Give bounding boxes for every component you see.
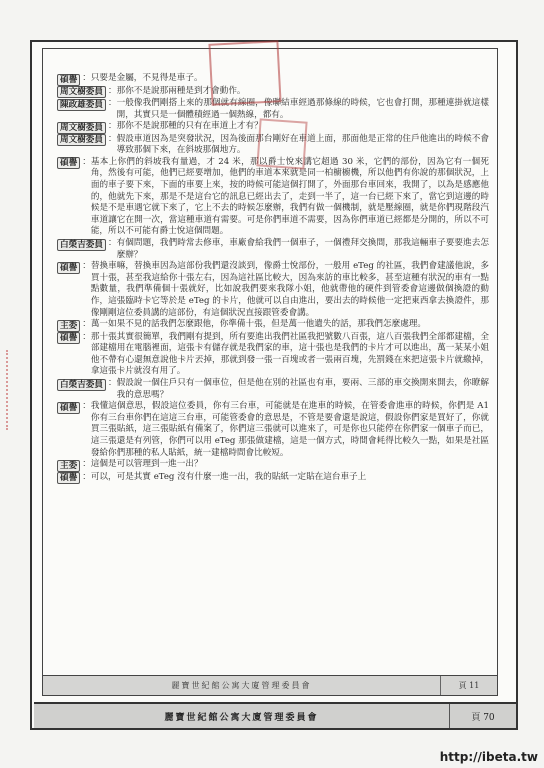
speaker-label: 白榮吉委員 — [57, 379, 106, 391]
committee-seal-stamp — [208, 40, 281, 106]
speaker-label: 碩譽 — [57, 332, 80, 344]
speaker-label: 白榮吉委員 — [57, 239, 106, 251]
speaker-label: 碩譽 — [57, 74, 80, 86]
speech-text: 萬一如果不見的話我們怎麼跟他，你準備十張，但是萬一他遺失的話，那我們怎麼處理。 — [90, 319, 426, 330]
speech-entry: 主委 ： 這個是可以管理到一進一出？ — [57, 459, 489, 472]
margin-stamp-mark — [6, 350, 16, 430]
speaker-label: 碩譽 — [57, 402, 80, 414]
speech-entry: 碩譽 ： 只要是金屬，不見得是車子。 — [57, 73, 489, 86]
secondary-seal-stamp — [256, 118, 307, 169]
speech-text: 基本上你們的斜坡我有量過，才 24 米，那以爵士悅來講它超過 30 米，它們的部份，因為它有一個死角，然後有可能，他們已經要增加，他們的車道本來就是同一柏櫥櫥機，所以他們有你說的那個狀況，上面的車子要下來，下面的車要上來，按的時候可能這個打開了，外面那台車回來，我開了，以為是感應他的，他就先下來，那是不是這台它的訊息已經出去了，走到一半了，這一台已經下來了，當它到這邊的時候是不是車遇它就下來了，它上不去的時候怎麼辦，我們有做一個機制，就是壓線圈，就是你們現階段汽車道讓它在開一次，當這種車道有需要。可是你們車道不需要，因為你們車道已經都是分開的，所以不可能，所以不可能有爵士悅這個問題。 — [90, 156, 489, 237]
speaker-label: 周文樹委員 — [57, 122, 106, 134]
speech-entry: 碩譽 ： 可以，可是其實 eTeg 沒有什麼一進一出，我的貼紙一定貼在這台車子上 — [57, 472, 489, 485]
speaker-label: 周文樹委員 — [57, 134, 106, 146]
speech-entry: 周文樹委員 ： 那你不是說那種的只有在車道上才有？ — [57, 121, 489, 134]
speech-entry: 碩譽 ： 基本上你們的斜坡我有量過，才 24 米，那以爵士悅來講它超過 30 米，它們的部份，因為它有一個死角，然後有可能，他們已經要增加，他們的車道本來就是同一柏櫥櫥機，所以他們有你說的那個狀況，上面的車子要下來，下面的車要上來，按的時候可能這個打開了，外面那台車回來，我開了，以為是感應他的，他就先下來，那是不是這台它的訊息已經出去了，走到一半了，這一台已經下來了，當它到這邊的時候是不是車遇它就下來了，它上不去的時候怎麼辦，我們有做一個機制，就是壓線圈，就是你們現階段汽車道讓它在開一次，當這種車道有需要。可是你們車道不需要，因為你們車道已經都是分開的，所以不可能，所以不可能有爵士悅這個問題。 — [57, 157, 489, 238]
speech-entry: 周文樹委員 ： 假設車道因為是突發狀況，因為後面那台剛好在車道上面，那面他是正常的住戶他進出的時候不會導致那個下來，在斜坡那個地方。 — [57, 134, 489, 157]
speech-text: 那你不是說那種的只有在車道上才有？ — [116, 121, 263, 132]
speech-text: 只要是金屬，不見得是車子。 — [90, 73, 203, 83]
speech-text: 替換車嘛，替換車因為這部份我們還沒談到，像爵士悅部份，一般用 eTeg 的社區，我們會建議他說，多買十張，甚至我這給你十張左右，因為這社區比較大，因為來訪的車比較多，甚至這種有狀況的車有一點點數量，我們準備個十張就好，比如說我們要來我隊小姐，他就帶他的硬件到管委會這邊做個換證的動作，這張臨時卡它等於是 eTeg 的卡片，他就可以自由進出，要出去的時候他一定把東西拿去換證件，那像剛剛這位委員講的這部份，有這個狀況直接跟管委會講。 — [90, 261, 489, 318]
outer-footer-title: 麗寶世紀館公寓大廈管理委員會 — [164, 712, 319, 723]
speech-text: 那十張其實很簡單，我們剛有提到，所有要進出我們社區我把號數八百張，這八百張我們全部都建檔，全部建檔用在電腦裡面，這張卡有儲存就是我們家的車，這十張也是我們的卡片才可以進出，萬一某某小姐他不帶有心還無意說他卡片丟掉，那就到發一張一百塊或者一張兩百塊，先罰錢在來把這張卡片就繳掉，拿這張卡片就沒有用了。 — [90, 331, 489, 377]
outer-page-footer — [34, 702, 516, 728]
speech-text: 我懂這個意思，假設這位委員，你有三台車，可能就是在進車的時候，在管委會進車的時候，你們是 A1 你有三台車你們在這這三台車，可能管委會的意思是，不管是要會還是說這，假設你們家是買好了，你就買三張貼紙，這三張貼紙有備案了，你們這三張就可以進來了，可是你也只能停在你們家一個車子而已，這三張還是有列管，你們可以用 eTeg 那張做建檔，這是一個方式，時間會耗得比較久一點，如果是社區發給你們那種的私人貼紙，統一建檔時間會比較短。 — [90, 401, 489, 458]
speaker-label: 主委 — [57, 320, 80, 332]
speech-text: 假設說一個住戶只有一個車位，但是他在別的社區也有車，要兩、三部的車交換開來開去，你瞭解我的意思嗎？ — [116, 378, 489, 400]
speech-text: 那你不是說那兩種是到才會動作。 — [116, 85, 246, 96]
inner-page-footer — [42, 676, 498, 696]
speech-entry: 周文樹委員 ： 那你不是說那兩種是到才會動作。 — [57, 86, 489, 99]
speech-text: 假設車道因為是突發狀況，因為後面那台剛好在車道上面，那面他是正常的住戶他進出的時候不會導致那個下來，在斜坡那個地方。 — [116, 133, 489, 156]
speaker-label: 周文樹委員 — [57, 86, 106, 98]
speech-text: 可以，可是其實 eTeg 沒有什麼一進一出，我的貼紙一定貼在這台車子上 — [90, 471, 367, 482]
speech-entry: 陳政雄委員 ： 一般像我們剛搭上來的那個就有線圈，像聯結車經過那條線的時候，它也會打開，那種連掛就這樣開，其實只是一個體積經過一個熱線，都有。 — [57, 98, 489, 121]
speech-entry: 白榮吉委員 ： 有個問題，我們時常去修車，車廠會給我們一個車子，一個禮拜交換間，那我這輛車子要要進去怎麼辦？ — [57, 238, 489, 261]
outer-footer-page-number: 頁 70 — [449, 704, 516, 728]
speech-entry: 碩譽 ： 替換車嘛，替換車因為這部份我們還沒談到，像爵士悅部份，一般用 eTeg 的社區，我們會建議他說，多買十張，甚至我這給你十張左右，因為這社區比較大，因為來訪的車比較多，甚至這種有狀況的車有一點點數量，我們準備個十張就好，比如說我們要來我隊小姐，他就帶他的硬件到管委會這邊做個換證的動作，這張臨時卡它等於是 eTeg 的卡片，他就可以自由進出，要出去的時候他一定把東西拿去換證件，那像剛剛這位委員講的這部份，有這個狀況直接跟管委會講。 — [57, 261, 489, 319]
inner-footer-page-number: 頁 11 — [440, 676, 497, 695]
speaker-label: 碩譽 — [57, 157, 80, 169]
speech-text: 一般像我們剛搭上來的那個就有線圈，像聯結車經過那條線的時候，它也會打開，那種連掛就這樣開，其實只是一個體積經過一個熱線，都有。 — [116, 98, 489, 120]
inner-footer-title: 麗寶世紀館公寓大廈管理委員會 — [171, 681, 312, 690]
speaker-label: 碩譽 — [57, 262, 80, 274]
speech-text: 這個是可以管理到一進一出？ — [90, 459, 203, 470]
document-page — [30, 40, 518, 730]
site-watermark: http://ibeta.tw — [439, 750, 538, 764]
speech-text: 有個問題，我們時常去修車，車廠會給我們一個車子，一個禮拜交換間，那我這輛車子要要進去怎麼辦？ — [116, 238, 489, 260]
speech-entry: 碩譽 ： 那十張其實很簡單，我們剛有提到，所有要進出我們社區我把號數八百張，這八百張我們全部都建檔，全部建檔用在電腦裡面，這張卡有儲存就是我們家的車，這十張也是我們的卡片才可以進出，萬一某某小姐他不帶有心還無意說他卡片丟掉，那就到發一張一百塊或者一張兩百塊，先罰錢在來把這張卡片就繳掉，拿這張卡片就沒有用了。 — [57, 332, 489, 378]
speaker-label: 陳政雄委員 — [57, 99, 106, 111]
speech-entry: 白榮吉委員 ： 假設說一個住戶只有一個車位，但是他在別的社區也有車，要兩、三部的車交換開來開去，你瞭解我的意思嗎？ — [57, 378, 489, 401]
speaker-label: 碩譽 — [57, 472, 80, 484]
speech-entry: 主委 ： 萬一如果不見的話我們怎麼跟他，你準備十張，但是萬一他遺失的話，那我們怎麼處理。 — [57, 319, 489, 332]
speaker-label: 主委 — [57, 460, 80, 472]
speech-entry: 碩譽 ： 我懂這個意思，假設這位委員，你有三台車，可能就是在進車的時候，在管委會進車的時候，你們是 A1 你有三台車你們在這這三台車，可能管委會的意思是，不管是要會還是說這，假設你們家是買好了，你就買三張貼紙，這三張貼紙有備案了，你們這三張就可以進來了，可是你也只能停在你們家一個車子而已，這三張還是有列管，你們可以用 eTeg 那張做建檔，這是一個方式，時間會耗得比較久一點，如果是社區發給你們那種的私人貼紙，統一建檔時間會比較短。 — [57, 401, 489, 459]
